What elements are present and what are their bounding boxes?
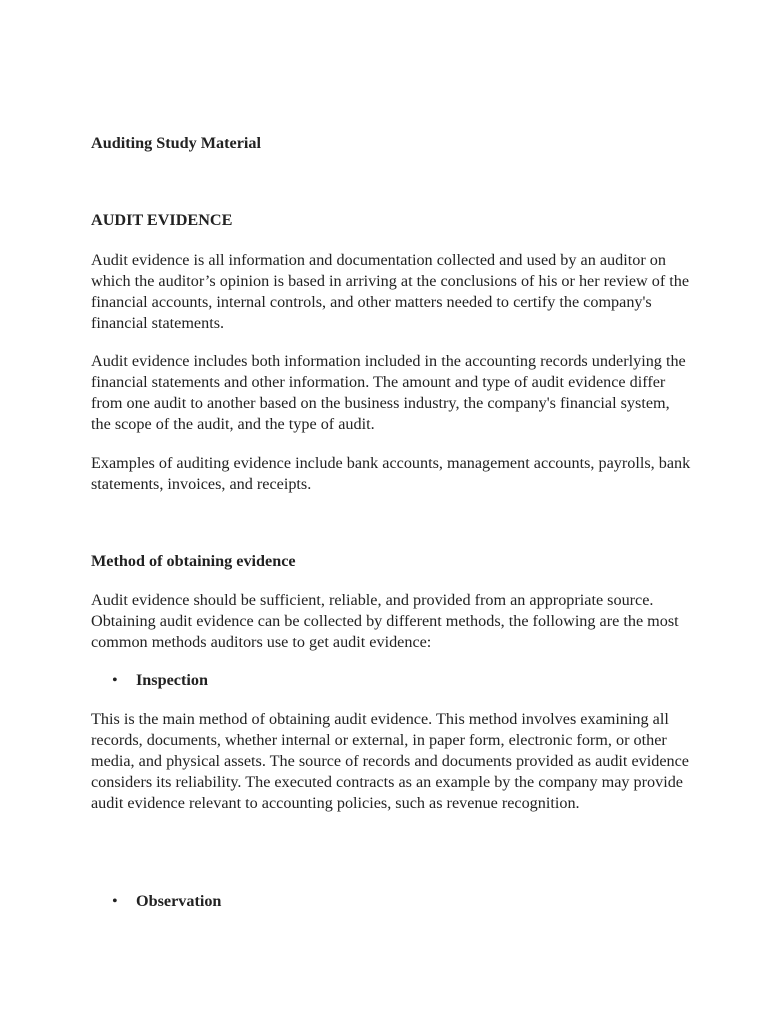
- method-name-inspection: Inspection: [136, 671, 208, 689]
- paragraph-inspection-description: This is the main method of obtaining audit evidence. This method involves examining all records, documents, whether internal or external, in paper form, electronic form, or other media, and physical assets. The source of records and documents provided as audit evidence considers its reliability. The executed contracts as an example by the company may provide audit evidence relevant to accounting policies, such as revenue recognition.: [91, 710, 689, 812]
- section-heading-methods: Method of obtaining evidence: [91, 552, 296, 570]
- paragraph-definition: Audit evidence is all information and documentation collected and used by an auditor on which the auditor’s opinion is based in arriving at the conclusions of his or her review of the financial accounts, internal controls, and other matters needed to certify the company's financial statements.: [91, 251, 690, 332]
- paragraph-methods-intro: Audit evidence should be sufficient, reliable, and provided from an appropriate source. Obtaining audit evidence can be collected by different methods, the following are the most common methods auditors use to get audit evidence:: [91, 591, 679, 651]
- section-heading-audit-evidence: AUDIT EVIDENCE: [91, 211, 233, 229]
- list-item-inspection: [112, 670, 208, 691]
- list-item-observation: [112, 891, 221, 912]
- document-title: Auditing Study Material: [91, 134, 261, 152]
- paragraph-includes: Audit evidence includes both information included in the accounting records underlying the financial statements and other information. The amount and type of audit evidence differ from one audit to another based on the business industry, the company's financial system, the scope of the audit, and the type of audit.: [91, 352, 686, 433]
- bullet-icon: •: [112, 671, 118, 689]
- bullet-icon: •: [112, 892, 118, 910]
- paragraph-examples: Examples of auditing evidence include bank accounts, management accounts, payrolls, bank statements, invoices, and receipts.: [91, 454, 691, 493]
- method-name-observation: Observation: [136, 892, 222, 910]
